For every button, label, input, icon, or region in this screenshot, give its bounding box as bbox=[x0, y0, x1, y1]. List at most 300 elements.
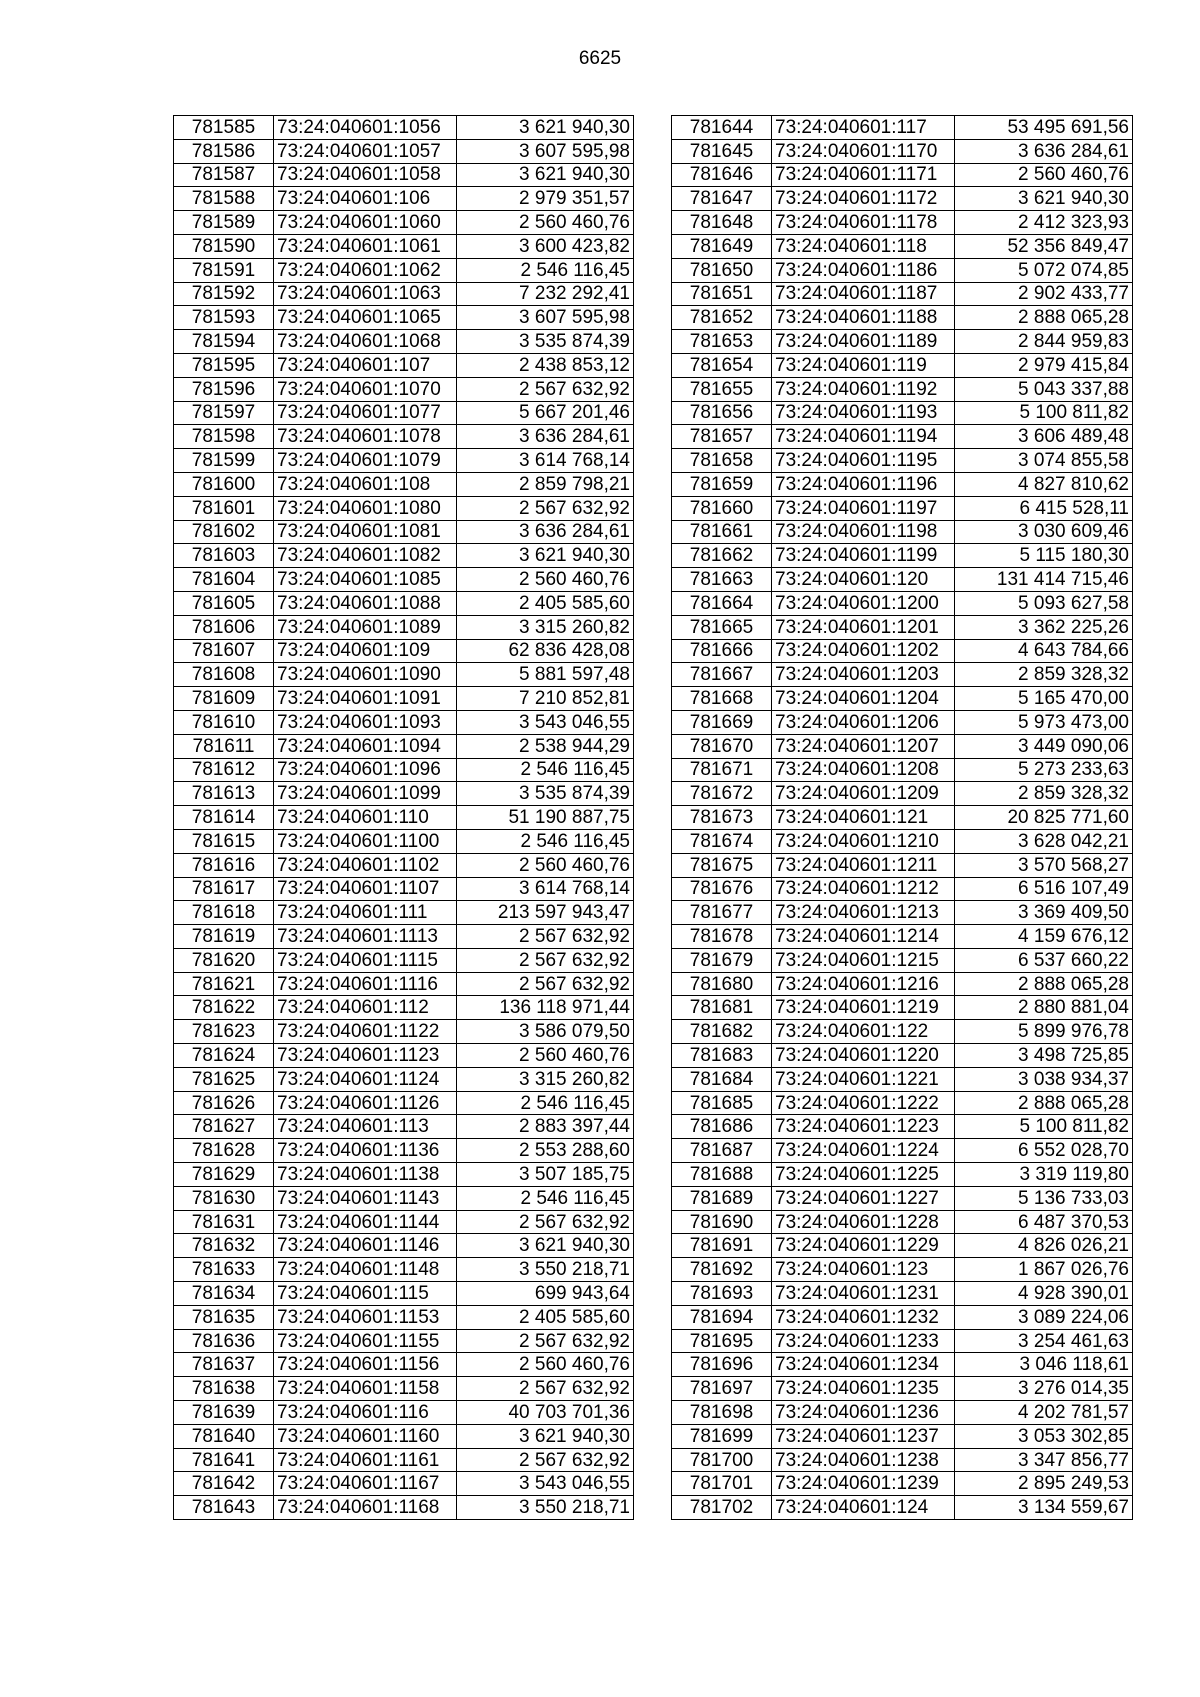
value-cell: 2 567 632,92 bbox=[457, 948, 634, 972]
row-number-cell: 781680 bbox=[672, 972, 772, 996]
row-number-cell: 781684 bbox=[672, 1067, 772, 1091]
row-number-cell: 781615 bbox=[174, 829, 274, 853]
value-cell: 3 498 725,85 bbox=[955, 1044, 1133, 1068]
table-row bbox=[174, 472, 634, 496]
cadastral-number-cell: 73:24:040601:1225 bbox=[772, 1163, 955, 1187]
cadastral-number-cell: 73:24:040601:121 bbox=[772, 806, 955, 830]
table-row bbox=[672, 211, 1133, 235]
cadastral-number-cell: 73:24:040601:1193 bbox=[772, 401, 955, 425]
value-cell: 4 826 026,21 bbox=[955, 1234, 1133, 1258]
row-number-cell: 781669 bbox=[672, 710, 772, 734]
row-number-cell: 781647 bbox=[672, 187, 772, 211]
row-number-cell: 781676 bbox=[672, 877, 772, 901]
cadastral-number-cell: 73:24:040601:1080 bbox=[274, 496, 457, 520]
table-row bbox=[174, 1377, 634, 1401]
table-row bbox=[174, 544, 634, 568]
value-cell: 2 546 116,45 bbox=[457, 758, 634, 782]
cadastral-number-cell: 73:24:040601:1208 bbox=[772, 758, 955, 782]
value-cell: 5 973 473,00 bbox=[955, 710, 1133, 734]
cadastral-number-cell: 73:24:040601:1113 bbox=[274, 925, 457, 949]
row-number-cell: 781666 bbox=[672, 639, 772, 663]
row-number-cell: 781607 bbox=[174, 639, 274, 663]
cadastral-number-cell: 73:24:040601:1227 bbox=[772, 1186, 955, 1210]
table-row bbox=[672, 1163, 1133, 1187]
row-number-cell: 781692 bbox=[672, 1258, 772, 1282]
value-cell: 51 190 887,75 bbox=[457, 806, 634, 830]
table-row bbox=[672, 1472, 1133, 1496]
cadastral-number-cell: 73:24:040601:1102 bbox=[274, 853, 457, 877]
value-cell: 6 537 660,22 bbox=[955, 948, 1133, 972]
cadastral-number-cell: 73:24:040601:1088 bbox=[274, 591, 457, 615]
value-cell: 5 115 180,30 bbox=[955, 544, 1133, 568]
cadastral-number-cell: 73:24:040601:115 bbox=[274, 1282, 457, 1306]
row-number-cell: 781586 bbox=[174, 139, 274, 163]
row-number-cell: 781687 bbox=[672, 1139, 772, 1163]
row-number-cell: 781627 bbox=[174, 1115, 274, 1139]
table-row bbox=[174, 1282, 634, 1306]
cadastral-number-cell: 73:24:040601:1197 bbox=[772, 496, 955, 520]
row-number-cell: 781648 bbox=[672, 211, 772, 235]
row-number-cell: 781636 bbox=[174, 1329, 274, 1353]
value-cell: 2 979 351,57 bbox=[457, 187, 634, 211]
table-row bbox=[174, 1186, 634, 1210]
row-number-cell: 781673 bbox=[672, 806, 772, 830]
value-cell: 3 621 940,30 bbox=[457, 116, 634, 140]
table-row bbox=[672, 496, 1133, 520]
value-cell: 2 567 632,92 bbox=[457, 496, 634, 520]
table-row bbox=[672, 163, 1133, 187]
value-cell: 5 043 337,88 bbox=[955, 377, 1133, 401]
cadastral-number-cell: 73:24:040601:1062 bbox=[274, 258, 457, 282]
value-cell: 3 319 119,80 bbox=[955, 1163, 1133, 1187]
value-cell: 62 836 428,08 bbox=[457, 639, 634, 663]
table-row bbox=[672, 520, 1133, 544]
table-row bbox=[672, 972, 1133, 996]
value-cell: 3 254 461,63 bbox=[955, 1329, 1133, 1353]
table-row bbox=[672, 806, 1133, 830]
table-row bbox=[672, 901, 1133, 925]
value-cell: 5 136 733,03 bbox=[955, 1186, 1133, 1210]
table-row bbox=[672, 401, 1133, 425]
table-row bbox=[672, 1305, 1133, 1329]
cadastral-number-cell: 73:24:040601:1233 bbox=[772, 1329, 955, 1353]
table-row bbox=[672, 1091, 1133, 1115]
row-number-cell: 781600 bbox=[174, 472, 274, 496]
cadastral-number-cell: 73:24:040601:1235 bbox=[772, 1377, 955, 1401]
value-cell: 2 567 632,92 bbox=[457, 1329, 634, 1353]
cadastral-number-cell: 73:24:040601:1090 bbox=[274, 663, 457, 687]
row-number-cell: 781618 bbox=[174, 901, 274, 925]
value-cell: 3 134 559,67 bbox=[955, 1496, 1133, 1520]
table-row bbox=[672, 234, 1133, 258]
cadastral-number-cell: 73:24:040601:1115 bbox=[274, 948, 457, 972]
value-cell: 3 362 225,26 bbox=[955, 615, 1133, 639]
cadastral-number-cell: 73:24:040601:1229 bbox=[772, 1234, 955, 1258]
cadastral-number-cell: 73:24:040601:1210 bbox=[772, 829, 955, 853]
value-cell: 3 550 218,71 bbox=[457, 1496, 634, 1520]
table-row bbox=[672, 1020, 1133, 1044]
cadastral-number-cell: 73:24:040601:1082 bbox=[274, 544, 457, 568]
table-row bbox=[174, 663, 634, 687]
cadastral-number-cell: 73:24:040601:107 bbox=[274, 353, 457, 377]
value-cell: 3 089 224,06 bbox=[955, 1305, 1133, 1329]
value-cell: 3 600 423,82 bbox=[457, 234, 634, 258]
row-number-cell: 781605 bbox=[174, 591, 274, 615]
row-number-cell: 781622 bbox=[174, 996, 274, 1020]
cadastral-number-cell: 73:24:040601:1186 bbox=[772, 258, 955, 282]
row-number-cell: 781659 bbox=[672, 472, 772, 496]
table-row bbox=[174, 996, 634, 1020]
table-row bbox=[672, 758, 1133, 782]
cadastral-number-cell: 73:24:040601:1122 bbox=[274, 1020, 457, 1044]
cadastral-number-cell: 73:24:040601:123 bbox=[772, 1258, 955, 1282]
value-cell: 52 356 849,47 bbox=[955, 234, 1133, 258]
table-row bbox=[174, 1424, 634, 1448]
cadastral-number-cell: 73:24:040601:119 bbox=[772, 353, 955, 377]
row-number-cell: 781639 bbox=[174, 1401, 274, 1425]
cadastral-number-cell: 73:24:040601:1079 bbox=[274, 449, 457, 473]
row-number-cell: 781652 bbox=[672, 306, 772, 330]
row-number-cell: 781621 bbox=[174, 972, 274, 996]
value-cell: 2 888 065,28 bbox=[955, 1091, 1133, 1115]
value-cell: 2 560 460,76 bbox=[457, 1353, 634, 1377]
cadastral-number-cell: 73:24:040601:1199 bbox=[772, 544, 955, 568]
table-row bbox=[672, 663, 1133, 687]
cadastral-number-cell: 73:24:040601:1099 bbox=[274, 782, 457, 806]
cadastral-number-cell: 73:24:040601:1201 bbox=[772, 615, 955, 639]
row-number-cell: 781591 bbox=[174, 258, 274, 282]
cadastral-number-cell: 73:24:040601:1058 bbox=[274, 163, 457, 187]
table-row bbox=[672, 116, 1133, 140]
cadastral-number-cell: 73:24:040601:1223 bbox=[772, 1115, 955, 1139]
table-row bbox=[174, 1210, 634, 1234]
table-row bbox=[174, 1401, 634, 1425]
value-cell: 2 560 460,76 bbox=[457, 211, 634, 235]
value-cell: 2 902 433,77 bbox=[955, 282, 1133, 306]
cadastral-number-cell: 73:24:040601:1224 bbox=[772, 1139, 955, 1163]
value-cell: 3 550 218,71 bbox=[457, 1258, 634, 1282]
row-number-cell: 781655 bbox=[672, 377, 772, 401]
cadastral-number-cell: 73:24:040601:1153 bbox=[274, 1305, 457, 1329]
row-number-cell: 781602 bbox=[174, 520, 274, 544]
value-cell: 3 038 934,37 bbox=[955, 1067, 1133, 1091]
cadastral-number-cell: 73:24:040601:1178 bbox=[772, 211, 955, 235]
cadastral-number-cell: 73:24:040601:1065 bbox=[274, 306, 457, 330]
table-row bbox=[672, 425, 1133, 449]
value-cell: 2 546 116,45 bbox=[457, 829, 634, 853]
table-row bbox=[672, 1186, 1133, 1210]
value-cell: 2 567 632,92 bbox=[457, 1210, 634, 1234]
table-row bbox=[174, 734, 634, 758]
row-number-cell: 781619 bbox=[174, 925, 274, 949]
value-cell: 2 405 585,60 bbox=[457, 1305, 634, 1329]
table-row bbox=[174, 1163, 634, 1187]
cadastral-number-cell: 73:24:040601:1187 bbox=[772, 282, 955, 306]
cadastral-number-cell: 73:24:040601:1200 bbox=[772, 591, 955, 615]
table-row bbox=[672, 853, 1133, 877]
value-cell: 3 621 940,30 bbox=[457, 544, 634, 568]
row-number-cell: 781693 bbox=[672, 1282, 772, 1306]
value-cell: 3 621 940,30 bbox=[457, 163, 634, 187]
row-number-cell: 781702 bbox=[672, 1496, 772, 1520]
row-number-cell: 781671 bbox=[672, 758, 772, 782]
row-number-cell: 781598 bbox=[174, 425, 274, 449]
row-number-cell: 781689 bbox=[672, 1186, 772, 1210]
value-cell: 2 438 853,12 bbox=[457, 353, 634, 377]
value-cell: 2 888 065,28 bbox=[955, 306, 1133, 330]
value-cell: 3 570 568,27 bbox=[955, 853, 1133, 877]
value-cell: 699 943,64 bbox=[457, 1282, 634, 1306]
table-row bbox=[174, 401, 634, 425]
table-row bbox=[672, 591, 1133, 615]
table-row bbox=[174, 520, 634, 544]
table-row bbox=[672, 1067, 1133, 1091]
row-number-cell: 781638 bbox=[174, 1377, 274, 1401]
value-cell: 3 607 595,98 bbox=[457, 306, 634, 330]
row-number-cell: 781685 bbox=[672, 1091, 772, 1115]
table-row bbox=[672, 877, 1133, 901]
value-cell: 40 703 701,36 bbox=[457, 1401, 634, 1425]
cadastral-number-cell: 73:24:040601:1155 bbox=[274, 1329, 457, 1353]
table-row bbox=[174, 639, 634, 663]
row-number-cell: 781698 bbox=[672, 1401, 772, 1425]
row-number-cell: 781585 bbox=[174, 116, 274, 140]
row-number-cell: 781632 bbox=[174, 1234, 274, 1258]
table-row bbox=[174, 377, 634, 401]
value-cell: 2 979 415,84 bbox=[955, 353, 1133, 377]
row-number-cell: 781606 bbox=[174, 615, 274, 639]
value-cell: 2 560 460,76 bbox=[457, 568, 634, 592]
table-row bbox=[672, 1424, 1133, 1448]
value-cell: 4 827 810,62 bbox=[955, 472, 1133, 496]
value-cell: 2 567 632,92 bbox=[457, 972, 634, 996]
row-number-cell: 781614 bbox=[174, 806, 274, 830]
cadastral-number-cell: 73:24:040601:1068 bbox=[274, 330, 457, 354]
table-row bbox=[174, 972, 634, 996]
value-cell: 3 449 090,06 bbox=[955, 734, 1133, 758]
table-row bbox=[672, 282, 1133, 306]
row-number-cell: 781590 bbox=[174, 234, 274, 258]
table-row bbox=[672, 1258, 1133, 1282]
row-number-cell: 781654 bbox=[672, 353, 772, 377]
table-row bbox=[672, 306, 1133, 330]
cadastral-number-cell: 73:24:040601:1239 bbox=[772, 1472, 955, 1496]
table-row bbox=[174, 211, 634, 235]
value-cell: 3 636 284,61 bbox=[457, 425, 634, 449]
table-row bbox=[672, 1115, 1133, 1139]
table-row bbox=[672, 734, 1133, 758]
table-row bbox=[174, 877, 634, 901]
value-cell: 4 159 676,12 bbox=[955, 925, 1133, 949]
row-number-cell: 781611 bbox=[174, 734, 274, 758]
table-row bbox=[174, 1496, 634, 1520]
cadastral-number-cell: 73:24:040601:1202 bbox=[772, 639, 955, 663]
table-row bbox=[672, 187, 1133, 211]
row-number-cell: 781700 bbox=[672, 1448, 772, 1472]
cadastral-number-cell: 73:24:040601:1192 bbox=[772, 377, 955, 401]
row-number-cell: 781667 bbox=[672, 663, 772, 687]
row-number-cell: 781628 bbox=[174, 1139, 274, 1163]
table-row bbox=[672, 568, 1133, 592]
row-number-cell: 781613 bbox=[174, 782, 274, 806]
table-row bbox=[672, 1329, 1133, 1353]
row-number-cell: 781646 bbox=[672, 163, 772, 187]
table-row bbox=[672, 330, 1133, 354]
cadastral-number-cell: 73:24:040601:116 bbox=[274, 1401, 457, 1425]
row-number-cell: 781674 bbox=[672, 829, 772, 853]
cadastral-number-cell: 73:24:040601:1170 bbox=[772, 139, 955, 163]
row-number-cell: 781592 bbox=[174, 282, 274, 306]
cadastral-number-cell: 73:24:040601:1234 bbox=[772, 1353, 955, 1377]
cadastral-number-cell: 73:24:040601:1081 bbox=[274, 520, 457, 544]
row-number-cell: 781677 bbox=[672, 901, 772, 925]
value-cell: 5 093 627,58 bbox=[955, 591, 1133, 615]
table-row bbox=[174, 1234, 634, 1258]
value-cell: 5 072 074,85 bbox=[955, 258, 1133, 282]
table-row bbox=[174, 758, 634, 782]
value-cell: 213 597 943,47 bbox=[457, 901, 634, 925]
row-number-cell: 781635 bbox=[174, 1305, 274, 1329]
table-row bbox=[672, 1234, 1133, 1258]
table-row bbox=[174, 353, 634, 377]
cadastral-number-cell: 73:24:040601:1085 bbox=[274, 568, 457, 592]
table-row bbox=[672, 615, 1133, 639]
row-number-cell: 781663 bbox=[672, 568, 772, 592]
row-number-cell: 781630 bbox=[174, 1186, 274, 1210]
value-cell: 4 202 781,57 bbox=[955, 1401, 1133, 1425]
table-row bbox=[174, 1305, 634, 1329]
value-cell: 3 507 185,75 bbox=[457, 1163, 634, 1187]
cadastral-number-cell: 73:24:040601:1078 bbox=[274, 425, 457, 449]
value-cell: 2 538 944,29 bbox=[457, 734, 634, 758]
table-row bbox=[174, 282, 634, 306]
value-cell: 3 053 302,85 bbox=[955, 1424, 1133, 1448]
table-row bbox=[174, 496, 634, 520]
cadastral-number-cell: 73:24:040601:1093 bbox=[274, 710, 457, 734]
cadastral-number-cell: 73:24:040601:1189 bbox=[772, 330, 955, 354]
value-cell: 3 636 284,61 bbox=[457, 520, 634, 544]
row-number-cell: 781691 bbox=[672, 1234, 772, 1258]
row-number-cell: 781688 bbox=[672, 1163, 772, 1187]
row-number-cell: 781624 bbox=[174, 1044, 274, 1068]
table-row bbox=[174, 1115, 634, 1139]
value-cell: 3 535 874,39 bbox=[457, 330, 634, 354]
cadastral-number-cell: 73:24:040601:1136 bbox=[274, 1139, 457, 1163]
cadastral-number-cell: 73:24:040601:1144 bbox=[274, 1210, 457, 1234]
row-number-cell: 781642 bbox=[174, 1472, 274, 1496]
row-number-cell: 781699 bbox=[672, 1424, 772, 1448]
value-cell: 3 030 609,46 bbox=[955, 520, 1133, 544]
value-cell: 2 567 632,92 bbox=[457, 1377, 634, 1401]
cadastral-number-cell: 73:24:040601:106 bbox=[274, 187, 457, 211]
row-number-cell: 781657 bbox=[672, 425, 772, 449]
table-row bbox=[174, 1091, 634, 1115]
cadastral-number-cell: 73:24:040601:1116 bbox=[274, 972, 457, 996]
table-row bbox=[672, 353, 1133, 377]
row-number-cell: 781641 bbox=[174, 1448, 274, 1472]
table-row bbox=[672, 1496, 1133, 1520]
row-number-cell: 781604 bbox=[174, 568, 274, 592]
row-number-cell: 781662 bbox=[672, 544, 772, 568]
cadastral-number-cell: 73:24:040601:1216 bbox=[772, 972, 955, 996]
cadastral-number-cell: 73:24:040601:1214 bbox=[772, 925, 955, 949]
table-row bbox=[672, 1210, 1133, 1234]
row-number-cell: 781603 bbox=[174, 544, 274, 568]
row-number-cell: 781650 bbox=[672, 258, 772, 282]
table-row bbox=[174, 425, 634, 449]
table-row bbox=[174, 615, 634, 639]
cadastral-number-cell: 73:24:040601:1198 bbox=[772, 520, 955, 544]
cadastral-number-cell: 73:24:040601:1238 bbox=[772, 1448, 955, 1472]
value-cell: 2 560 460,76 bbox=[955, 163, 1133, 187]
value-cell: 4 643 784,66 bbox=[955, 639, 1133, 663]
table-row bbox=[672, 472, 1133, 496]
cadastral-number-cell: 73:24:040601:1215 bbox=[772, 948, 955, 972]
value-cell: 2 888 065,28 bbox=[955, 972, 1133, 996]
table-row bbox=[672, 139, 1133, 163]
row-number-cell: 781637 bbox=[174, 1353, 274, 1377]
row-number-cell: 781701 bbox=[672, 1472, 772, 1496]
cadastral-number-cell: 73:24:040601:1232 bbox=[772, 1305, 955, 1329]
row-number-cell: 781686 bbox=[672, 1115, 772, 1139]
row-number-cell: 781679 bbox=[672, 948, 772, 972]
value-cell: 7 210 852,81 bbox=[457, 687, 634, 711]
cadastral-number-cell: 73:24:040601:1146 bbox=[274, 1234, 457, 1258]
table-row bbox=[672, 1377, 1133, 1401]
cadastral-number-cell: 73:24:040601:109 bbox=[274, 639, 457, 663]
row-number-cell: 781587 bbox=[174, 163, 274, 187]
row-number-cell: 781620 bbox=[174, 948, 274, 972]
table-row bbox=[174, 1139, 634, 1163]
table-row bbox=[174, 163, 634, 187]
value-cell: 3 046 118,61 bbox=[955, 1353, 1133, 1377]
cadastral-number-cell: 73:24:040601:1061 bbox=[274, 234, 457, 258]
table-row bbox=[174, 449, 634, 473]
table-row bbox=[672, 449, 1133, 473]
value-cell: 3 621 940,30 bbox=[457, 1424, 634, 1448]
table-row bbox=[672, 782, 1133, 806]
value-cell: 5 667 201,46 bbox=[457, 401, 634, 425]
cadastral-number-cell: 73:24:040601:1123 bbox=[274, 1044, 457, 1068]
value-cell: 3 621 940,30 bbox=[955, 187, 1133, 211]
cadastral-number-cell: 73:24:040601:1094 bbox=[274, 734, 457, 758]
cadastral-number-cell: 73:24:040601:1172 bbox=[772, 187, 955, 211]
cadastral-number-cell: 73:24:040601:1160 bbox=[274, 1424, 457, 1448]
cadastral-number-cell: 73:24:040601:1171 bbox=[772, 163, 955, 187]
cadastral-number-cell: 73:24:040601:1168 bbox=[274, 1496, 457, 1520]
cadastral-number-cell: 73:24:040601:1057 bbox=[274, 139, 457, 163]
cadastral-number-cell: 73:24:040601:1107 bbox=[274, 877, 457, 901]
value-cell: 3 347 856,77 bbox=[955, 1448, 1133, 1472]
value-cell: 3 621 940,30 bbox=[457, 1234, 634, 1258]
cadastral-number-cell: 73:24:040601:111 bbox=[274, 901, 457, 925]
value-cell: 2 883 397,44 bbox=[457, 1115, 634, 1139]
row-number-cell: 781661 bbox=[672, 520, 772, 544]
table-row bbox=[174, 1020, 634, 1044]
table-row bbox=[174, 829, 634, 853]
value-cell: 2 567 632,92 bbox=[457, 1448, 634, 1472]
row-number-cell: 781609 bbox=[174, 687, 274, 711]
row-number-cell: 781626 bbox=[174, 1091, 274, 1115]
table-row bbox=[174, 258, 634, 282]
row-number-cell: 781634 bbox=[174, 1282, 274, 1306]
table-row bbox=[672, 829, 1133, 853]
left-table bbox=[173, 115, 634, 1520]
cadastral-number-cell: 73:24:040601:1158 bbox=[274, 1377, 457, 1401]
row-number-cell: 781668 bbox=[672, 687, 772, 711]
row-number-cell: 781672 bbox=[672, 782, 772, 806]
cadastral-number-cell: 73:24:040601:1236 bbox=[772, 1401, 955, 1425]
